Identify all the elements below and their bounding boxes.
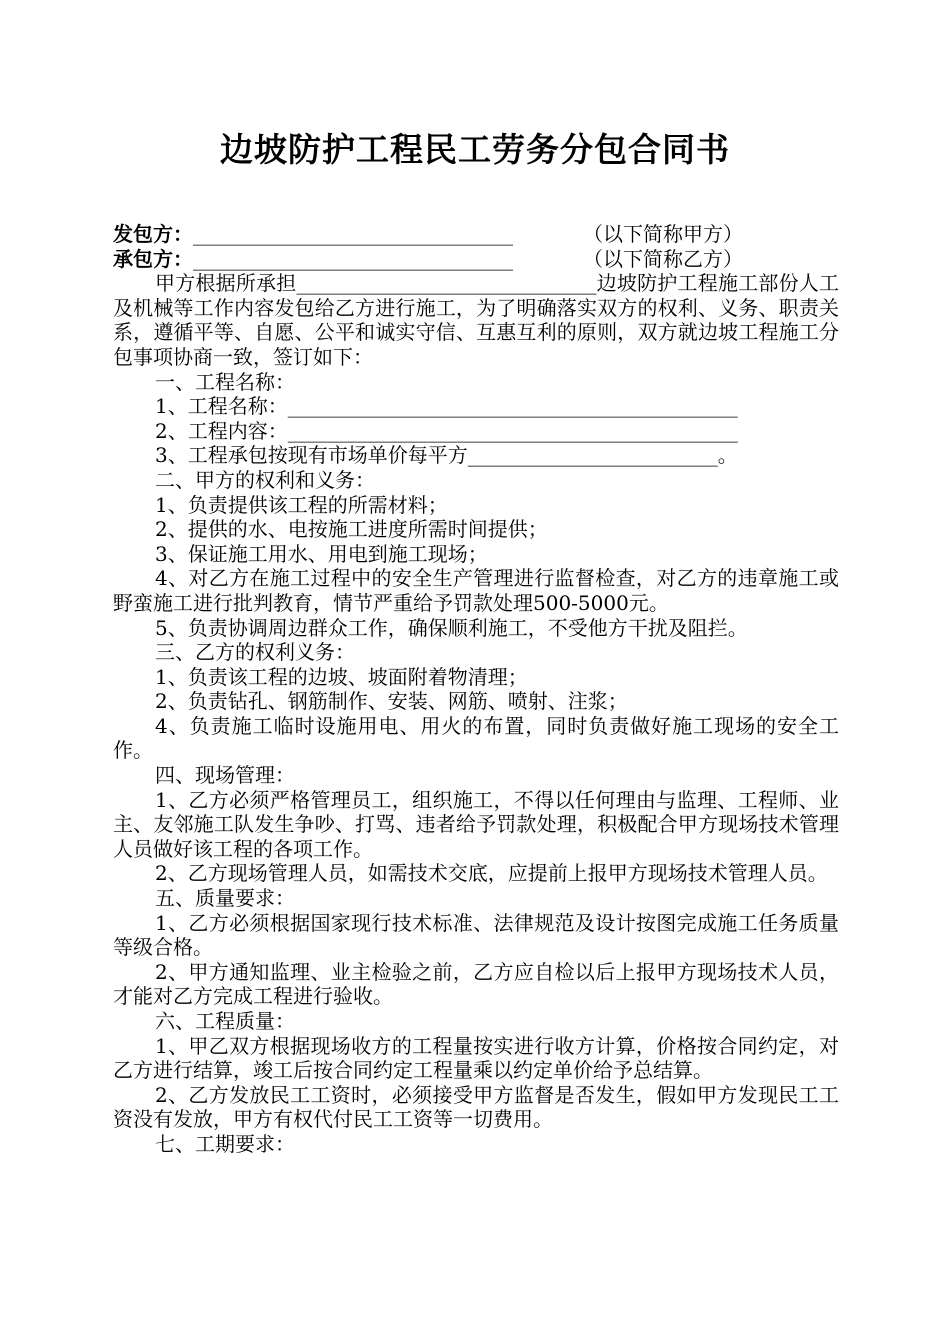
party-b-label: 承包方： [113, 246, 193, 271]
clause-item: 1、工程名称：_____________________________________________ [155, 394, 738, 419]
document-body [113, 222, 839, 1157]
clause-item: 1、负责提供该工程的所需材料； [155, 492, 448, 517]
section-heading: 一、工程名称： [155, 369, 295, 394]
clause-item: 2、工程内容：_____________________________________________ [155, 418, 738, 443]
party-a-label: 发包方： [113, 222, 193, 246]
section-heading: 二、甲方的权利和义务： [155, 467, 375, 492]
party-a-line [113, 222, 839, 247]
section-heading: 五、质量要求： [155, 886, 295, 911]
party-b-blank: ________________________________ [193, 246, 513, 271]
clause-item: 4、对乙方在施工过程中的安全生产管理进行监督检查，对乙方的违章施工或野蛮施工进行批判教育，情节严重给予罚款处理500-5000元。 [113, 566, 839, 615]
section-heading: 六、工程质量： [155, 1009, 295, 1033]
section-heading: 七、工期要求： [155, 1131, 295, 1156]
clause-item: 1、乙方必须根据国家现行技术标准、法律规范及设计按图完成施工任务质量等级合格。 [113, 910, 839, 960]
clause-item: 2、乙方发放民工工资时，必须接受甲方监督是否发生，假如甲方发现民工工资没有发放，甲方有权代付民工工资等一切费用。 [113, 1082, 839, 1132]
clause-item: 4、负责施工临时设施用电、用火的布置，同时负责做好施工现场的安全工作。 [113, 713, 839, 763]
clause-item: 5、负责协调周边群众工作，确保顺利施工，不受他方干扰及阻拦。 [155, 615, 748, 640]
clause-item: 3、工程承包按现有市场单价每平方_________________________。 [155, 443, 738, 468]
section-heading: 四、现场管理： [155, 763, 295, 788]
party-a-blank: ________________________________ [193, 222, 513, 246]
clause-item: 1、乙方必须严格管理员工，组织施工，不得以任何理由与监理、工程师、业主、友邻施工队发生争吵、打骂、违者给予罚款处理，积极配合甲方现场技术管理人员做好该工程的各项工作。 [113, 787, 839, 861]
party-a-note: （以下简称甲方） [583, 222, 743, 246]
clause-item: 1、负责该工程的边坡、坡面附着物清理； [155, 664, 528, 689]
clause-item: 1、甲乙双方根据现场收方的工程量按实进行收方计算，价格按合同约定，对乙方进行结算，竣工后按合同约定工程量乘以约定单价给予总结算。 [113, 1033, 839, 1083]
party-b-note: （以下简称乙方） [583, 246, 743, 271]
party-b-line [113, 247, 839, 272]
intro-paragraph: 甲方根据所承担______________________________边坡防护工程施工部份人工及机械等工作内容发包给乙方进行施工，为了明确落实双方的权利、义务、职责关系，遵循平等、自愿、公平和诚实守信、互惠互利的原则，双方就边坡工程施工分包事项协商一致，签订如下： [113, 271, 839, 369]
clause-item: 2、乙方现场管理人员，如需技术交底，应提前上报甲方现场技术管理人员。 [155, 861, 828, 886]
clause-item: 3、保证施工用水、用电到施工现场； [155, 541, 488, 566]
document-title: 边坡防护工程民工劳务分包合同书 [220, 130, 730, 169]
clause-item: 2、甲方通知监理、业主检验之前，乙方应自检以后上报甲方现场技术人员，才能对乙方完成工程进行验收。 [113, 959, 839, 1009]
clause-item: 2、负责钻孔、钢筋制作、安装、网筋、喷射、注浆； [155, 689, 628, 714]
clause-item: 2、提供的水、电按施工进度所需时间提供； [155, 517, 548, 542]
section-heading: 三、乙方的权利义务： [155, 640, 355, 665]
